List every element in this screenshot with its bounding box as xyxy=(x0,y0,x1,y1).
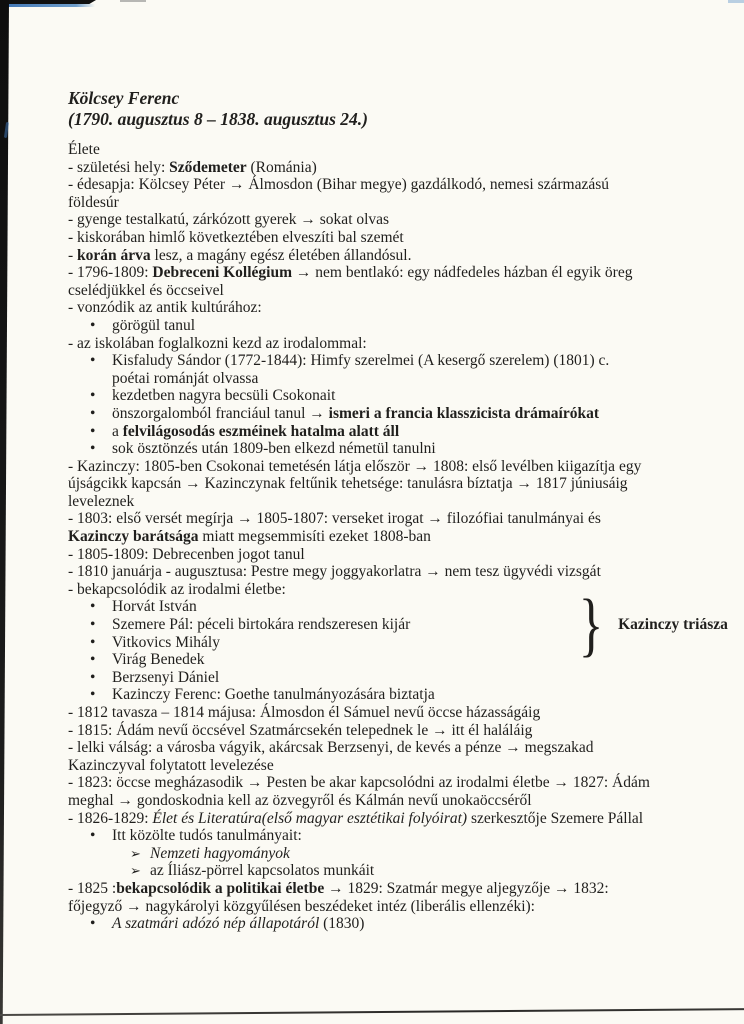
text-segment: Élete xyxy=(68,141,100,158)
text-segment: főjegyző → nagykárolyi közgyűlésen beszédeket intéz (liberális ellenzéki): xyxy=(68,897,535,915)
text-line xyxy=(68,458,688,476)
text-line xyxy=(68,159,688,177)
text-segment: Horvát István xyxy=(112,598,197,616)
text-line xyxy=(68,810,688,828)
text-segment: korán árva xyxy=(77,246,151,264)
chevron-bullet-icon: ➢ xyxy=(130,845,141,861)
text-segment: önszorgalomból franciául tanul → xyxy=(112,404,329,422)
text-segment: - az iskolában foglalkozni kezd az irodalommal: xyxy=(68,334,367,352)
text-segment: Berzsenyi Dániel xyxy=(112,668,220,686)
text-segment: kezdetben nagyra becsüli Csokonait xyxy=(112,387,336,405)
list-item xyxy=(68,387,688,405)
text-segment: - 1803: első versét megírja → 1805-1807: verseket irogat → filozófiai tanulmányai és xyxy=(68,510,601,528)
scan-artifact-blue-line xyxy=(0,4,95,7)
text-line xyxy=(68,335,688,353)
text-segment: meghal → gondoskodnia kell az özvegyről és Kálmán nevű unokaöccséről xyxy=(68,791,532,809)
text-line xyxy=(68,264,688,282)
text-segment: cselédjükkel és öccseivel xyxy=(68,281,224,299)
text-segment: Itt közölte tudós tanulmányait: xyxy=(112,827,302,845)
text-line xyxy=(68,792,688,810)
text-segment: - 1810 januárja - augusztusa: Pestre megy joggyakorlatra → nem tesz ügyvédi vizsgát xyxy=(68,563,601,581)
text-line xyxy=(68,247,688,265)
scan-artifact-top-right-mark xyxy=(728,0,744,3)
text-segment: miatt megsemmisíti ezeket 1808-ban xyxy=(198,528,431,546)
text-segment: Vitkovics Mihály xyxy=(112,633,220,651)
text-segment: Debreceni Kollégium xyxy=(152,264,293,282)
bullet-icon: • xyxy=(90,387,96,405)
bullet-icon: • xyxy=(90,440,96,458)
list-item xyxy=(68,423,688,441)
list-item xyxy=(68,686,688,704)
text-segment: - édesapja: Kölcsey Péter → Álmosdon (Bihar megye) gazdálkodó, nemesi származású xyxy=(68,176,610,194)
text-segment: Sződemeter xyxy=(169,158,247,176)
document-body xyxy=(68,141,688,933)
scan-artifact-bottom-rule xyxy=(0,1007,744,1016)
text-segment: görögül tanul xyxy=(112,316,196,334)
text-line xyxy=(68,176,688,194)
text-segment: az Íliász-pörrel kapcsolatos munkáit xyxy=(150,862,375,880)
scan-artifact-gray-smudge xyxy=(120,0,146,2)
text-line xyxy=(68,774,688,792)
text-segment: újságcikk kapcsán → Kazinczynak feltűnik tehetsége: tanulásra bíztatja → 1817 júniusáig xyxy=(68,475,628,493)
bullet-icon: • xyxy=(90,686,96,704)
text-segment: leveleznek xyxy=(68,492,135,510)
text-segment: ismeri a francia klasszicista drámaírókat xyxy=(328,404,600,422)
text-segment: - 1815: Ádám nevű öccsével Szatmárcsekén telepednek le → itt él haláláig xyxy=(68,721,533,739)
text-segment: poétai románját olvassa xyxy=(112,369,259,387)
list-item xyxy=(68,440,688,458)
text-segment: - xyxy=(68,246,78,264)
text-segment: földesúr xyxy=(68,193,119,211)
text-line xyxy=(68,898,688,916)
brace-annotation xyxy=(574,585,728,664)
text-segment: Szemere Pál: péceli birtokára rendszeresen kijár xyxy=(112,616,411,634)
text-segment: - 1825 : xyxy=(68,879,117,897)
text-line xyxy=(68,722,688,740)
text-segment: felvilágosodás eszméinek hatalma alatt áll xyxy=(122,422,400,440)
bullet-icon: • xyxy=(90,616,96,634)
text-segment: → 1829: Szatmár megye aljegyzője → 1832: xyxy=(324,879,609,897)
brace-label: Kazinczy triásza xyxy=(618,615,728,633)
scan-artifact-blue-scribble xyxy=(4,122,9,138)
text-segment: - Kazinczy: 1805-ben Csokonai temetésén látja először → 1808: első levélben kiigazítja egy xyxy=(68,457,642,475)
text-line xyxy=(68,229,688,247)
list-item xyxy=(68,827,688,845)
text-segment: - kiskorában himlő következtében elveszíti bal szemét xyxy=(68,228,404,246)
text-segment: a xyxy=(112,422,123,440)
text-line xyxy=(68,563,688,581)
document-content xyxy=(68,88,728,933)
text-segment: - gyenge testalkatú, zárkózott gyerek → sokat olvas xyxy=(68,211,390,229)
text-line xyxy=(68,546,688,564)
text-segment: Kazinczyval folytatott levelezése xyxy=(68,756,274,774)
text-line xyxy=(68,194,688,212)
list-item xyxy=(68,845,688,863)
chevron-bullet-icon: ➢ xyxy=(130,863,141,879)
text-segment: - 1812 tavasza – 1814 májusa: Álmosdon él Sámuel nevű öccse házasságáig xyxy=(68,704,541,721)
text-segment: - bekapcsolódik az irodalmi életbe: xyxy=(68,580,286,598)
list-item xyxy=(68,862,688,880)
text-line xyxy=(68,211,688,229)
text-segment: - 1826-1829: xyxy=(68,809,153,827)
text-line xyxy=(68,739,688,757)
text-line xyxy=(68,493,688,511)
page-title: Kölcsey Ferenc xyxy=(68,88,180,108)
page-subtitle: (1790. augusztus 8 – 1838. augusztus 24.) xyxy=(68,109,369,129)
list-item xyxy=(68,915,688,933)
text-line xyxy=(68,370,688,388)
list-item xyxy=(68,405,688,423)
text-line xyxy=(68,528,688,546)
text-line xyxy=(68,757,688,775)
bullet-icon: • xyxy=(90,651,96,669)
text-line xyxy=(68,704,688,722)
text-segment: lesz, a magány egész életében állandósul. xyxy=(150,246,412,264)
text-segment: szerkesztője Szemere Pállal xyxy=(467,809,644,827)
bullet-icon: • xyxy=(90,404,96,422)
list-item xyxy=(68,352,688,370)
text-segment: - lelki válság: a városba vágyik, akárcsak Berzsenyi, de kevés a pénze → megszakad xyxy=(68,739,594,757)
bullet-icon: • xyxy=(90,598,96,616)
list-item xyxy=(68,669,688,687)
scan-artifact-left-edge xyxy=(0,0,9,1024)
bullet-icon: • xyxy=(90,352,96,370)
bullet-icon: • xyxy=(90,827,96,845)
text-line xyxy=(68,510,688,528)
curly-brace-icon: } xyxy=(578,585,604,664)
text-segment: A szatmári adózó nép állapotáról xyxy=(112,915,320,933)
text-segment: - 1823: öccse megházasodik → Pesten be akar kapcsolódni az irodalmi életbe → 1827: Ádám xyxy=(68,774,650,792)
bullet-icon: • xyxy=(90,668,96,686)
bullet-icon: • xyxy=(90,316,96,334)
text-segment: - 1805-1809: Debrecenben jogot tanul xyxy=(68,545,305,563)
text-segment: - vonzódik az antik kultúrához: xyxy=(68,299,262,317)
text-line xyxy=(68,141,688,159)
text-line xyxy=(68,475,688,493)
text-segment: Kazinczy Ferenc: Goethe tanulmányozására biztatja xyxy=(112,686,435,704)
text-segment: Élet és Literatúra(első magyar esztétikai folyóirat) xyxy=(152,809,468,827)
text-segment: Kazinczy barátsága xyxy=(68,528,199,546)
bullet-icon: • xyxy=(90,633,96,651)
text-line xyxy=(68,282,688,300)
list-item xyxy=(68,317,688,335)
text-segment: (Románia) xyxy=(246,158,317,176)
text-line xyxy=(68,299,688,317)
text-segment: bekapcsolódik a politikai életbe xyxy=(116,879,325,897)
text-line xyxy=(68,880,688,898)
text-segment: → nem bentlakó: egy nádfedeles házban él egyik öreg xyxy=(292,264,633,282)
text-segment: - 1796-1809: xyxy=(68,264,153,282)
text-segment: Virág Benedek xyxy=(112,651,205,669)
bullet-icon: • xyxy=(90,422,96,440)
bullet-icon: • xyxy=(90,915,96,933)
text-segment: Nemzeti hagyományok xyxy=(150,844,290,862)
text-segment: (1830) xyxy=(319,915,365,933)
text-segment: - születési hely: xyxy=(68,158,170,176)
text-segment: Kisfaludy Sándor (1772-1844): Himfy szerelmei (A kesergő szerelem) (1801) c. xyxy=(112,352,610,370)
text-segment: sok ösztönzés után 1809-ben elkezd németül tanulni xyxy=(112,440,436,458)
